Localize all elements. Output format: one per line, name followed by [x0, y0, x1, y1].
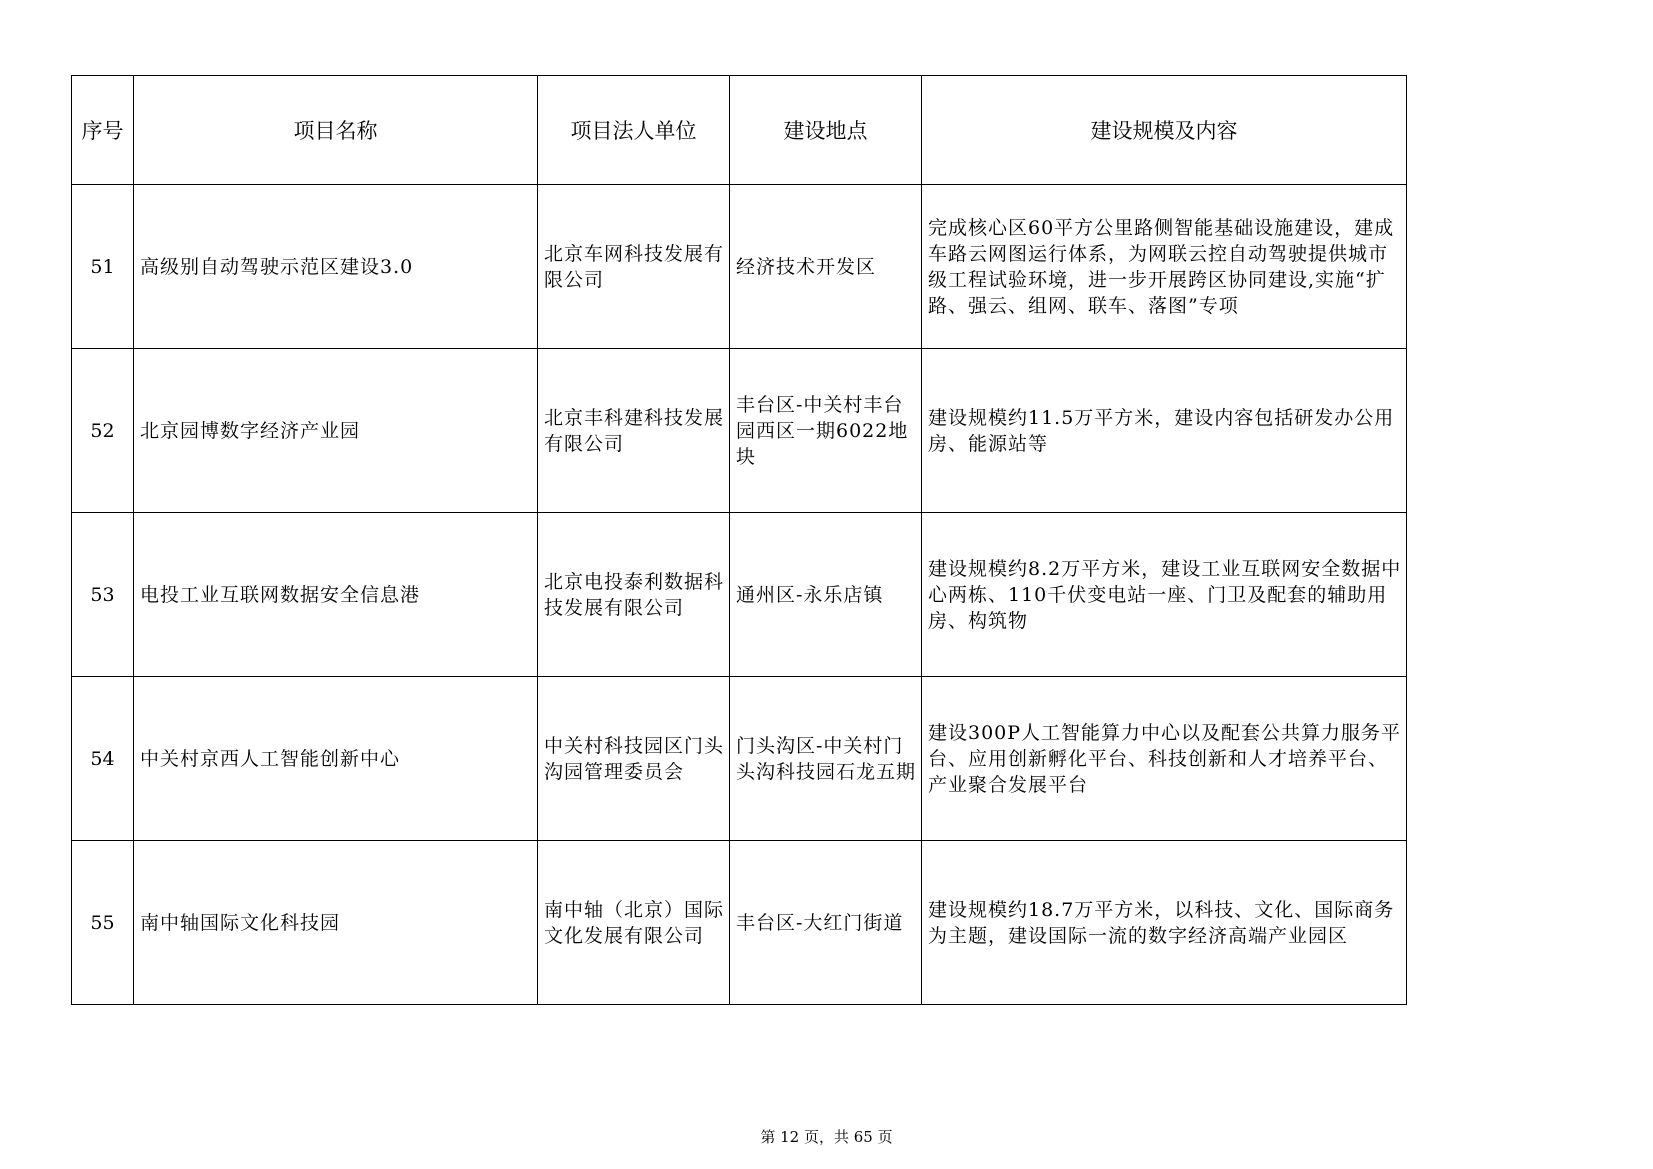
table-header-row — [72, 76, 1407, 185]
row-name: 高级别自动驾驶示范区建设3.0 — [134, 185, 538, 349]
header-unit: 项目法人单位 — [538, 76, 730, 185]
row-num: 51 — [72, 185, 134, 349]
page-footer: 第 12 页，共 65 页 — [760, 1128, 893, 1146]
table-row — [72, 349, 1407, 513]
row-num: 55 — [72, 841, 134, 1005]
row-num: 53 — [72, 513, 134, 677]
row-content: 建设规模约8.2万平方米，建设工业互联网安全数据中心两栋、110千伏变电站一座、门卫及配套的辅助用房、构筑物 — [922, 513, 1407, 677]
row-name: 中关村京西人工智能创新中心 — [134, 677, 538, 841]
header-content: 建设规模及内容 — [922, 76, 1407, 185]
table-row — [72, 513, 1407, 677]
row-unit: 中关村科技园区门头沟园管理委员会 — [538, 677, 730, 841]
row-content: 建设300P人工智能算力中心以及配套公共算力服务平台、应用创新孵化平台、科技创新和人才培养平台、产业聚合发展平台 — [922, 677, 1407, 841]
row-num: 52 — [72, 349, 134, 513]
row-location: 门头沟区-中关村门头沟科技园石龙五期 — [730, 677, 922, 841]
row-location: 通州区-永乐店镇 — [730, 513, 922, 677]
table-row — [72, 677, 1407, 841]
row-unit: 北京车网科技发展有限公司 — [538, 185, 730, 349]
row-unit: 北京丰科建科技发展有限公司 — [538, 349, 730, 513]
row-location: 丰台区-大红门街道 — [730, 841, 922, 1005]
row-name: 北京园博数字经济产业园 — [134, 349, 538, 513]
row-location: 经济技术开发区 — [730, 185, 922, 349]
row-location: 丰台区-中关村丰台园西区一期6022地块 — [730, 349, 922, 513]
row-content: 建设规模约11.5万平方米，建设内容包括研发办公用房、能源站等 — [922, 349, 1407, 513]
row-content: 完成核心区60平方公里路侧智能基础设施建设，建成车路云网图运行体系，为网联云控自动驾驶提供城市级工程试验环境，进一步开展跨区协同建设,实施“扩路、强云、组网、联车、落图”专项 — [922, 185, 1407, 349]
row-unit: 北京电投泰利数据科技发展有限公司 — [538, 513, 730, 677]
row-num: 54 — [72, 677, 134, 841]
row-name: 电投工业互联网数据安全信息港 — [134, 513, 538, 677]
header-location: 建设地点 — [730, 76, 922, 185]
row-unit: 南中轴（北京）国际文化发展有限公司 — [538, 841, 730, 1005]
table-row — [72, 185, 1407, 349]
table-row — [72, 841, 1407, 1005]
row-content: 建设规模约18.7万平方米，以科技、文化、国际商务为主题，建设国际一流的数字经济高端产业园区 — [922, 841, 1407, 1005]
project-table — [71, 75, 1407, 1005]
header-num: 序号 — [72, 76, 134, 185]
header-name: 项目名称 — [134, 76, 538, 185]
row-name: 南中轴国际文化科技园 — [134, 841, 538, 1005]
